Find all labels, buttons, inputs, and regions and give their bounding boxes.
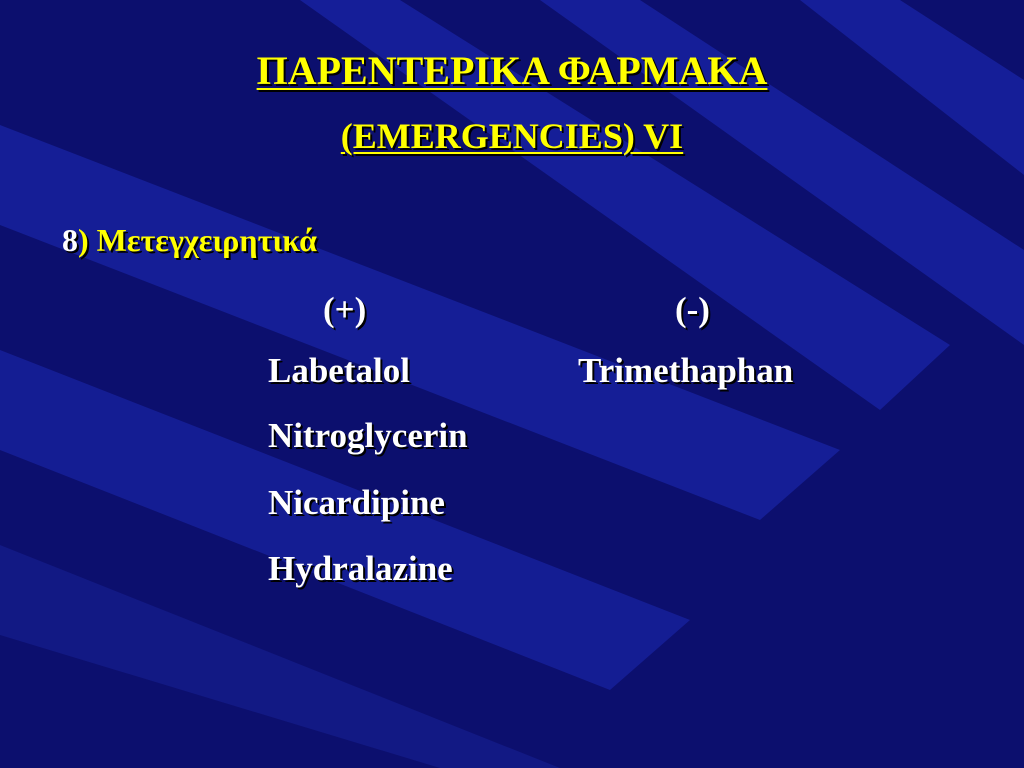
item-label: ) Μετεγχειρητικά [78,222,317,258]
drug-negative-1: Trimethaphan [578,351,794,390]
drug-positive-3: Nicardipine [268,483,445,522]
column-header-negative: (-) [675,290,710,329]
item-number: 8 [62,222,78,258]
column-header-positive: (+) [323,290,367,329]
drug-positive-2: Nitroglycerin [268,416,468,455]
slide-title: ΠΑΡΕΝΤΕΡΙΚΑ ΦΑΡΜΑΚΑ [256,48,768,93]
list-heading [62,216,317,264]
slide-subtitle: (EMERGENCIES) VI [340,116,684,156]
drug-positive-1: Labetalol [268,351,410,390]
drug-positive-4: Hydralazine [268,549,453,588]
